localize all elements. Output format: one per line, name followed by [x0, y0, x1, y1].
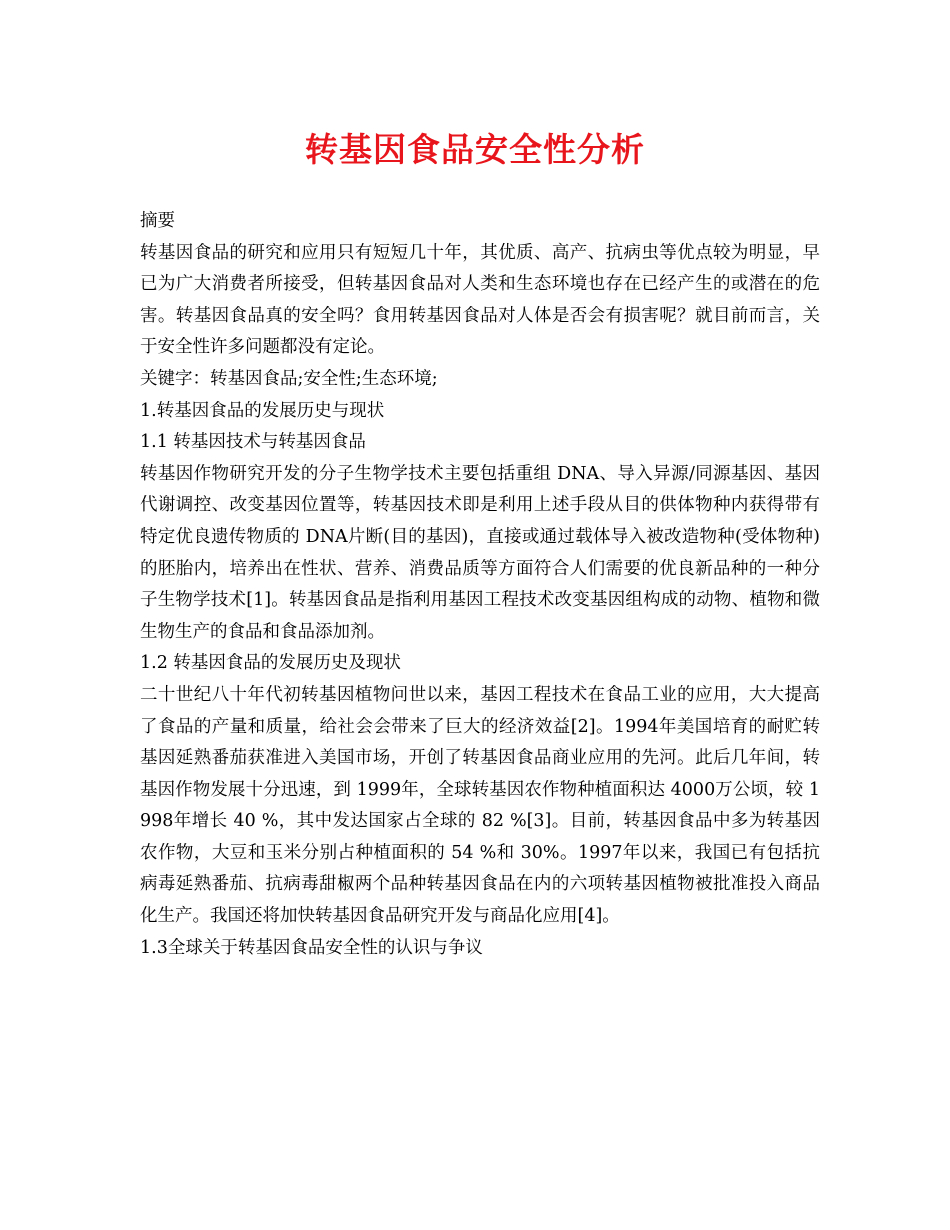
- abstract-heading: 摘要: [140, 211, 175, 231]
- subsection-heading-1-1: 1.1 转基因技术与转基因食品: [140, 432, 366, 453]
- document-title: 转基因食品安全性分析: [305, 130, 645, 169]
- body-paragraph-1-1: 转基因作物研究开发的分子生物学技术主要包括重组 DNA、导入异源/同源基因、基因代谢调控、改变基因位置等，转基因技术即是利用上述手段从目的供体物种内获得带有特定优良遗传物质的 DNA片断(目的基因)，直接或通过载体导入被改造物种(受体物种)的胚胎内，培养出在性状、营养、消费品质等方面符合人们需要的优良新品种的一种分子生物学技术[1]。转基因食品是指利用基因工程技术改变基因组构成的动物、植物和微生物生产的食品和食品添加剂。: [140, 463, 820, 642]
- section-heading-1: 1.转基因食品的发展历史与现状: [140, 400, 385, 421]
- body-paragraph-1-2: 二十世纪八十年代初转基因植物问世以来，基因工程技术在食品工业的应用，大大提高了食品的产量和质量，给社会会带来了巨大的经济效益[2]。1994年美国培育的耐贮转基因延熟番茄获准进入美国市场，开创了转基因食品商业应用的先河。此后几年间，转基因作物发展十分迅速，到 1999年，全球转基因农作物种植面积达 4000万公顷，较 1998年增长 40 %，其中发达国家占全球的 82 %[3]。目前，转基因食品中多为转基因农作物，大豆和玉米分别占种植面积的 54 %和 30%。1997年以来，我国已有包括抗病毒延熟番茄、抗病毒甜椒两个品种转基因食品在内的六项转基因植物被批准投入商品化生产。我国还将加快转基因食品研究开发与商品化应用[4]。: [140, 684, 820, 927]
- subsection-heading-1-3: 1.3全球关于转基因食品安全性的认识与争议: [140, 937, 483, 958]
- abstract-paragraph: 转基因食品的研究和应用只有短短几十年，其优质、高产、抗病虫等优点较为明显，早已为广大消费者所接受，但转基因食品对人类和生态环境也存在已经产生的或潜在的危害。转基因食品真的安全吗？食用转基因食品对人体是否会有损害呢？就目前而言，关于安全性许多问题都没有定论。: [140, 242, 820, 358]
- subsection-heading-1-2: 1.2 转基因食品的发展历史及现状: [140, 653, 401, 674]
- keywords-line: 关键字：转基因食品;安全性;生态环境;: [140, 368, 438, 389]
- document-body: [140, 206, 820, 964]
